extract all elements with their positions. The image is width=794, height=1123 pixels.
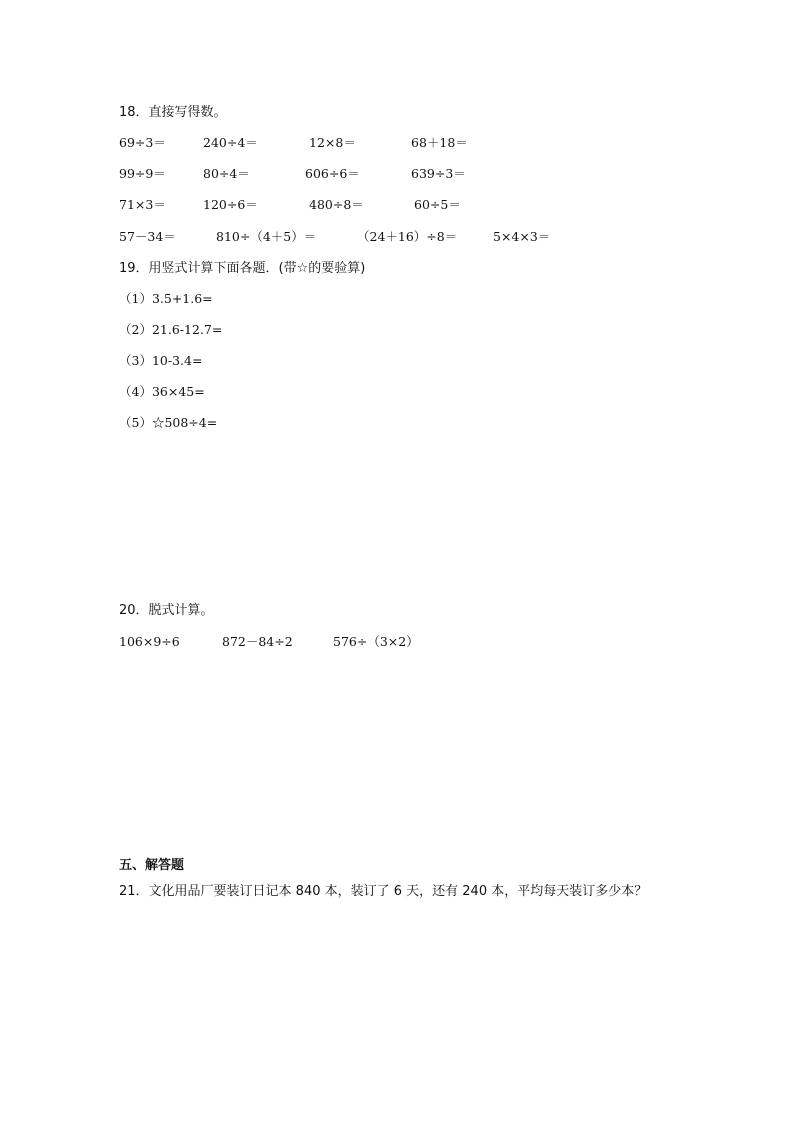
q21-text: 21．文化用品厂要装订日记本 840 本，装订了 6 天，还有 240 本，平均每天装订多少本？ <box>119 884 648 899</box>
q18-r2-c1: 99÷9＝ <box>119 166 166 181</box>
q19-item-2: （2）21.6-12.7= <box>119 322 223 337</box>
q18-r4-c1: 57－34＝ <box>119 229 176 244</box>
q20-item-1: 106×9÷6 <box>119 634 180 649</box>
q20-item-3: 576÷（3×2） <box>333 634 419 649</box>
q18-r1-c3: 12×8＝ <box>309 135 356 150</box>
q18-r1-c4: 68＋18＝ <box>411 135 468 150</box>
q20-title: 20．脱式计算。 <box>119 603 214 618</box>
q18-r4-c4: 5×4×3＝ <box>493 229 551 244</box>
q18-r3-c1: 71×3＝ <box>119 197 166 212</box>
q19-item-4: （4）36×45= <box>119 384 205 399</box>
q19-title: 19．用竖式计算下面各题．(带☆的要验算) <box>119 261 366 276</box>
q18-r3-c4: 60÷5＝ <box>414 197 461 212</box>
q19-item-3: （3）10-3.4= <box>119 353 203 368</box>
section-5-title: 五、解答题 <box>119 858 185 873</box>
q18-r1-c1: 69÷3＝ <box>119 135 166 150</box>
q18-r3-c2: 120÷6＝ <box>203 197 258 212</box>
q18-r4-c2: 810÷（4＋5）＝ <box>216 229 317 244</box>
q18-r2-c4: 639÷3＝ <box>411 166 466 181</box>
q20-item-2: 872－84÷2 <box>222 634 293 649</box>
q19-item-1: （1）3.5+1.6= <box>119 291 213 306</box>
q18-r1-c2: 240÷4＝ <box>203 135 258 150</box>
q18-title: 18．直接写得数。 <box>119 105 227 120</box>
q18-r4-c3: （24＋16）÷8＝ <box>357 229 458 244</box>
q18-r2-c3: 606÷6＝ <box>305 166 360 181</box>
q18-r3-c3: 480÷8＝ <box>309 197 364 212</box>
q18-r2-c2: 80÷4＝ <box>203 166 250 181</box>
q19-item-5: （5）☆508÷4= <box>119 415 218 430</box>
